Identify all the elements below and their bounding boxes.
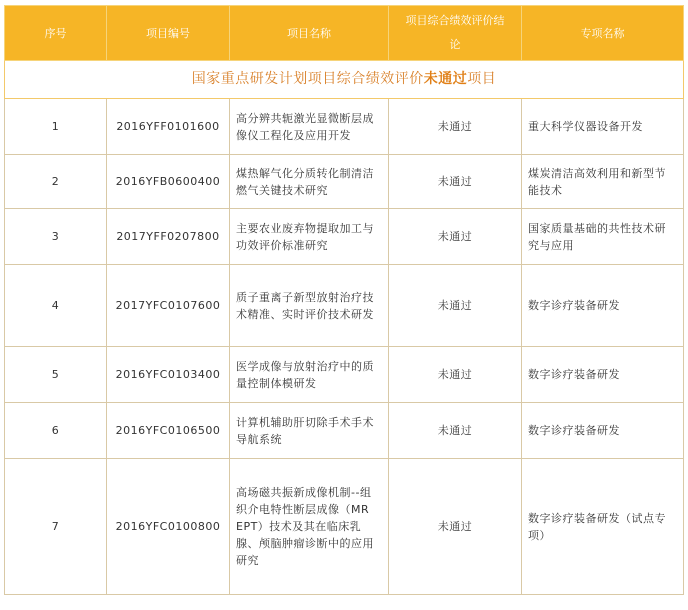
cell-no: 6 xyxy=(5,403,107,459)
cell-result: 未通过 xyxy=(389,265,522,347)
col-header-program: 专项名称 xyxy=(522,6,684,61)
table-row xyxy=(5,347,684,403)
col-header-name: 项目名称 xyxy=(230,6,389,61)
cell-result: 未通过 xyxy=(389,155,522,209)
cell-program: 数字诊疗装备研发 xyxy=(522,265,684,347)
cell-code: 2017YFF0207800 xyxy=(107,209,230,265)
cell-code: 2016YFC0100800 xyxy=(107,459,230,595)
cell-code: 2016YFC0106500 xyxy=(107,403,230,459)
cell-result: 未通过 xyxy=(389,403,522,459)
cell-code: 2016YFB0600400 xyxy=(107,155,230,209)
cell-program: 数字诊疗装备研发 xyxy=(522,347,684,403)
table-row xyxy=(5,209,684,265)
project-table-container xyxy=(4,5,683,595)
title-row xyxy=(5,61,684,99)
cell-program: 数字诊疗装备研发（试点专项） xyxy=(522,459,684,595)
cell-program: 数字诊疗装备研发 xyxy=(522,403,684,459)
table-row xyxy=(5,155,684,209)
cell-no: 1 xyxy=(5,99,107,155)
cell-result: 未通过 xyxy=(389,459,522,595)
table-row xyxy=(5,265,684,347)
cell-no: 3 xyxy=(5,209,107,265)
table-title xyxy=(5,61,684,99)
cell-result: 未通过 xyxy=(389,99,522,155)
cell-name: 计算机辅助肝切除手术手术导航系统 xyxy=(230,403,389,459)
cell-result: 未通过 xyxy=(389,209,522,265)
table-row xyxy=(5,99,684,155)
cell-program: 煤炭清洁高效利用和新型节能技术 xyxy=(522,155,684,209)
cell-name: 质子重离子新型放射治疗技术精准、实时评价技术研发 xyxy=(230,265,389,347)
col-header-code: 项目编号 xyxy=(107,6,230,61)
cell-no: 4 xyxy=(5,265,107,347)
table-row xyxy=(5,403,684,459)
cell-code: 2016YFC0103400 xyxy=(107,347,230,403)
cell-name: 高场磁共振新成像机制--组织介电特性断层成像（MR EPT）技术及其在临床乳腺、颅脑肿瘤诊断中的应用研究 xyxy=(230,459,389,595)
cell-name: 医学成像与放射治疗中的质量控制体模研发 xyxy=(230,347,389,403)
cell-no: 5 xyxy=(5,347,107,403)
cell-code: 2016YFF0101600 xyxy=(107,99,230,155)
project-table xyxy=(4,5,684,595)
table-row xyxy=(5,459,684,595)
cell-no: 7 xyxy=(5,459,107,595)
cell-no: 2 xyxy=(5,155,107,209)
cell-name: 主要农业废弃物提取加工与功效评价标准研究 xyxy=(230,209,389,265)
cell-result: 未通过 xyxy=(389,347,522,403)
col-header-result: 项目综合绩效评价结论 xyxy=(389,6,522,61)
title-suffix: 项目 xyxy=(467,71,497,87)
cell-program: 重大科学仪器设备开发 xyxy=(522,99,684,155)
title-emphasis: 未通过 xyxy=(423,71,468,87)
cell-name: 高分辨共轭激光显微断层成像仪工程化及应用开发 xyxy=(230,99,389,155)
cell-code: 2017YFC0107600 xyxy=(107,265,230,347)
title-prefix: 国家重点研发计划项目综合绩效评价 xyxy=(191,71,424,87)
header-row xyxy=(5,6,684,61)
cell-name: 煤热解气化分质转化制清洁燃气关键技术研究 xyxy=(230,155,389,209)
cell-program: 国家质量基础的共性技术研究与应用 xyxy=(522,209,684,265)
col-header-no: 序号 xyxy=(5,6,107,61)
